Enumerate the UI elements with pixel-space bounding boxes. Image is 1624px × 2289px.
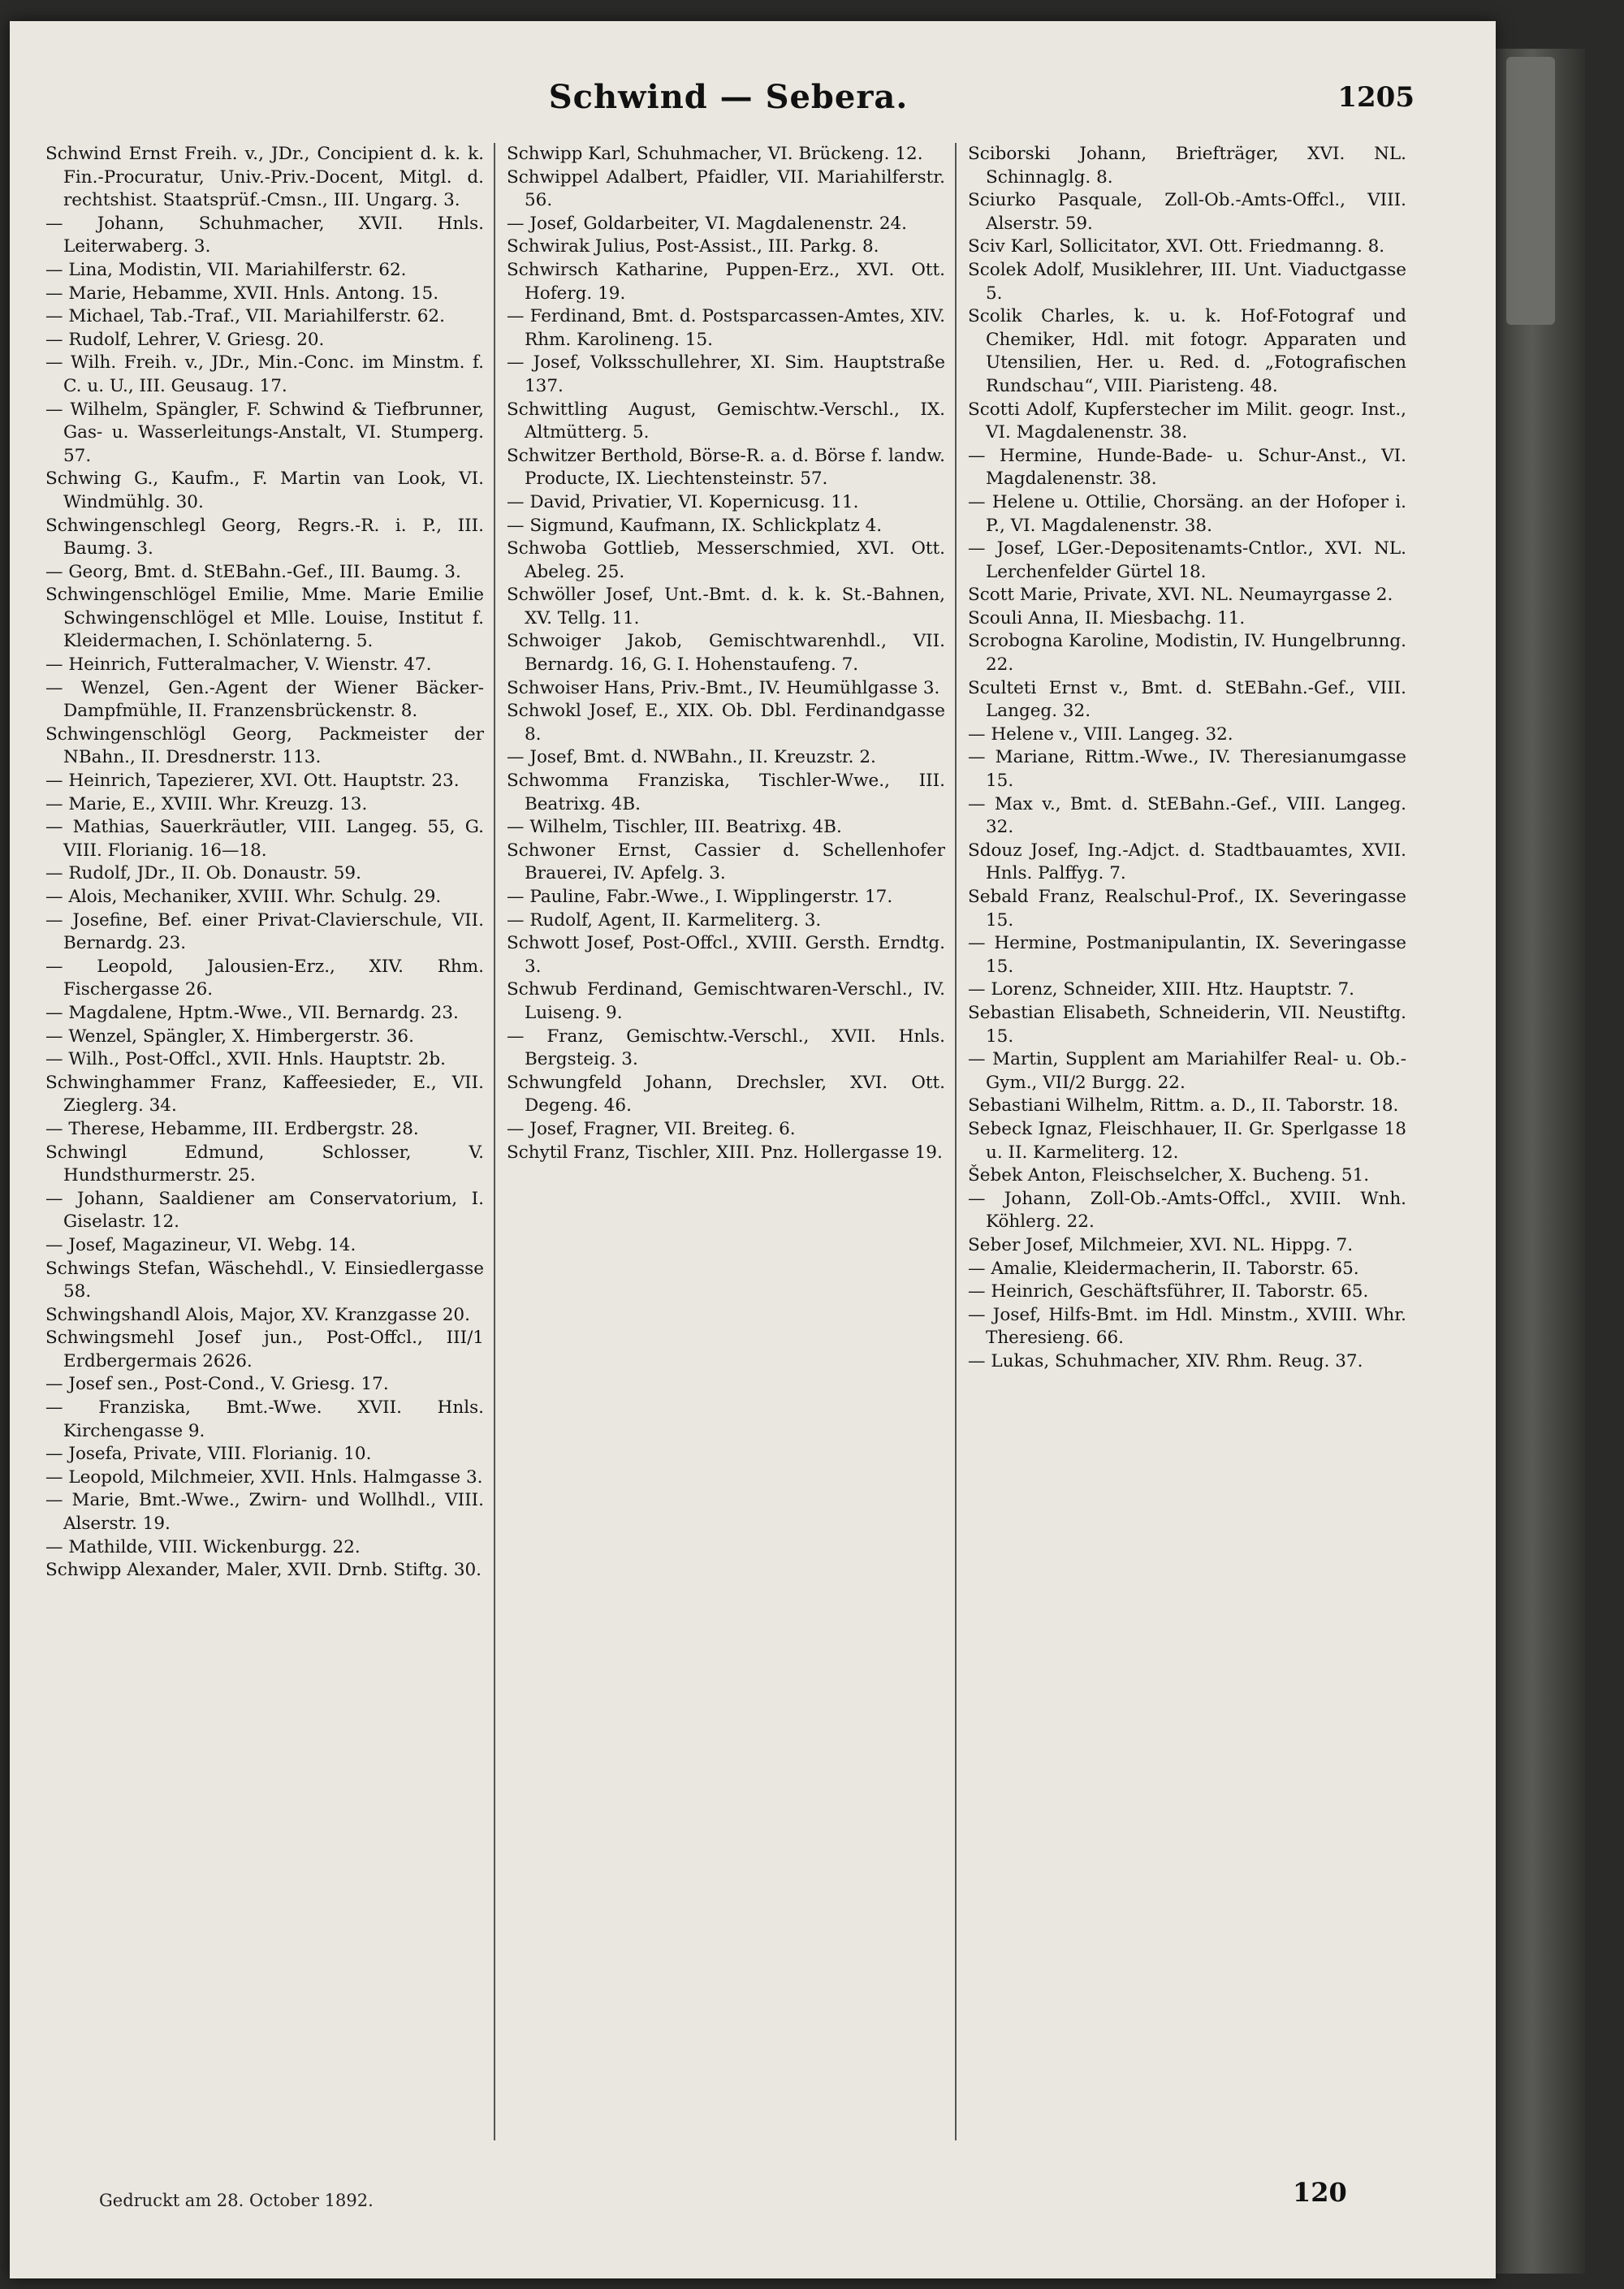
column-divider bbox=[955, 143, 957, 2140]
directory-entry: — Lukas, Schuhmacher, XIV. Rhm. Reug. 37. bbox=[968, 1350, 1363, 1371]
directory-entry: Schwinghammer Franz, Kaffeesieder, E., VII. Zieglerg. 34. bbox=[45, 1072, 484, 1116]
directory-entry: Scott Marie, Private, XVI. NL. Neumayrgasse 2. bbox=[968, 585, 1393, 606]
directory-entry: — Josef, Bmt. d. NWBahn., II. Kreuzstr. 2. bbox=[507, 747, 876, 768]
directory-entry: — Josefa, Private, VIII. Florianig. 10. bbox=[45, 1444, 372, 1465]
directory-entry: — Johann, Zoll-Ob.-Amts-Offcl., XVIII. Wnh. Köhlerg. 22. bbox=[968, 1188, 1406, 1233]
directory-entry: — Wilhelm, Spängler, F. Schwind & Tiefbrunner, Gas- u. Wasserleitungs-Anstalt, VI. Stumperg. 57. bbox=[45, 399, 484, 466]
directory-entry: Schwingenschlögl Georg, Packmeister der NBahn., II. Dresdnerstr. 113. bbox=[45, 723, 484, 768]
directory-entry: Sculteti Ernst v., Bmt. d. StEBahn.-Gef., VIII. Langeg. 32. bbox=[968, 677, 1406, 722]
directory-entry: — Georg, Bmt. d. StEBahn.-Gef., III. Baumg. 3. bbox=[45, 561, 461, 582]
directory-entry: Schwipp Karl, Schuhmacher, VI. Brückeng. 12. bbox=[507, 144, 923, 164]
directory-entry: — Helene v., VIII. Langeg. 32. bbox=[968, 723, 1233, 745]
directory-entry: Sciborski Johann, Briefträger, XVI. NL. Schinnaglg. 8. bbox=[968, 144, 1406, 188]
directory-entry: — Michael, Tab.-Traf., VII. Mariahilferstr. 62. bbox=[45, 306, 445, 327]
directory-entry: Sciv Karl, Sollicitator, XVI. Ott. Friedmanng. 8. bbox=[968, 236, 1385, 257]
directory-entry: Schwippel Adalbert, Pfaidler, VII. Mariahilferstr. 56. bbox=[507, 166, 945, 211]
directory-entry: Schwings Stefan, Wäschehdl., V. Einsiedlergasse 58. bbox=[45, 1258, 484, 1302]
directory-entry: Seber Josef, Milchmeier, XVI. NL. Hippg. 7. bbox=[968, 1234, 1354, 1255]
directory-entry: — Lina, Modistin, VII. Mariahilferstr. 62. bbox=[45, 259, 407, 280]
directory-entry: — Hermine, Postmanipulantin, IX. Severingasse 15. bbox=[968, 933, 1406, 977]
directory-entry: — Josef, LGer.-Depositenamts-Cntlor., XVI. NL. Lerchenfelder Gürtel 18. bbox=[968, 538, 1406, 582]
directory-entry: Schwöller Josef, Unt.-Bmt. d. k. k. St.-Bahnen, XV. Tellg. 11. bbox=[507, 585, 945, 628]
directory-entry: — Therese, Hebamme, III. Erdbergstr. 28. bbox=[45, 1118, 419, 1139]
directory-entry: — Wilhelm, Tischler, III. Beatrixg. 4B. bbox=[507, 817, 842, 838]
directory-entry: — Leopold, Milchmeier, XVII. Hnls. Halmgasse 3. bbox=[45, 1466, 483, 1488]
directory-entry: — Magdalene, Hptm.-Wwe., VII. Bernardg. 23. bbox=[45, 1002, 459, 1023]
directory-entry: — Franz, Gemischtw.-Verschl., XVII. Hnls. Bergsteig. 3. bbox=[507, 1026, 945, 1070]
directory-entry: Schwoiger Jakob, Gemischtwarenhdl., VII. Bernardg. 16, G. I. Hohenstaufeng. 7. bbox=[507, 631, 945, 676]
directory-entry: — Mathias, Sauerkräutler, VIII. Langeg. 55, G. VIII. Florianig. 16—18. bbox=[45, 817, 484, 861]
directory-entry: — Lorenz, Schneider, XIII. Htz. Hauptstr. 7. bbox=[968, 979, 1354, 1000]
directory-entry: — Mariane, Rittm.-Wwe., IV. Theresianumgasse 15. bbox=[968, 747, 1406, 792]
directory-entry: — Josef, Volksschullehrer, XI. Sim. Hauptstraße 137. bbox=[507, 352, 945, 396]
directory-entry: Schwomma Franziska, Tischler-Wwe., III. Beatrixg. 4B. bbox=[507, 771, 945, 814]
directory-entry: Schwingl Edmund, Schlosser, V. Hundsthurmerstr. 25. bbox=[45, 1142, 484, 1186]
directory-entry: — Heinrich, Futteralmacher, V. Wienstr. 47. bbox=[45, 654, 432, 676]
directory-entry: Schwingsmehl Josef jun., Post-Offcl., III/1 Erdbergermais 2626. bbox=[45, 1328, 484, 1371]
book-edge bbox=[1496, 49, 1585, 2274]
page-header bbox=[42, 63, 1415, 128]
directory-entry: Sebald Franz, Realschul-Prof., IX. Severingasse 15. bbox=[968, 887, 1406, 931]
directory-entry: — Rudolf, JDr., II. Ob. Donaustr. 59. bbox=[45, 863, 361, 884]
directory-entry: — Josef sen., Post-Cond., V. Griesg. 17. bbox=[45, 1374, 389, 1395]
directory-entry: — Max v., Bmt. d. StEBahn.-Gef., VIII. Langeg. 32. bbox=[968, 793, 1406, 838]
directory-entry: — Wenzel, Spängler, X. Himbergerstr. 36. bbox=[45, 1026, 414, 1047]
directory-entry: — Leopold, Jalousien-Erz., XIV. Rhm. Fischergasse 26. bbox=[45, 956, 484, 1000]
directory-entry: Schwitzer Berthold, Börse-R. a. d. Börse f. landw. Producte, IX. Liechtensteinstr. 57. bbox=[507, 445, 945, 490]
directory-entry: — Ferdinand, Bmt. d. Postsparcassen-Amtes, XIV. Rhm. Karolineng. 15. bbox=[507, 306, 945, 350]
directory-entry: Schwoba Gottlieb, Messerschmied, XVI. Ott. Abeleg. 25. bbox=[507, 538, 945, 582]
directory-entry: Schwungfeld Johann, Drechsler, XVI. Ott. Degeng. 46. bbox=[507, 1072, 945, 1116]
directory-entry: Scolek Adolf, Musiklehrer, III. Unt. Viaductgasse 5. bbox=[968, 259, 1406, 304]
directory-page bbox=[10, 21, 1496, 2278]
directory-entry: — Heinrich, Tapezierer, XVI. Ott. Hauptstr. 23. bbox=[45, 771, 460, 792]
directory-entry: Schwokl Josef, E., XIX. Ob. Dbl. Ferdinandgasse 8. bbox=[507, 701, 945, 745]
directory-entry: — Wilh., Post-Offcl., XVII. Hnls. Hauptstr. 2b. bbox=[45, 1049, 446, 1070]
directory-entry: — Helene u. Ottilie, Chorsäng. an der Hofoper i. P., VI. Magdalenenstr. 38. bbox=[968, 491, 1406, 536]
directory-entry: — Pauline, Fabr.-Wwe., I. Wipplingerstr. 17. bbox=[507, 887, 893, 907]
directory-entry: — David, Privatier, VI. Kopernicusg. 11. bbox=[507, 491, 859, 512]
directory-entry: Sebeck Ignaz, Fleischhauer, II. Gr. Sperlgasse 18 u. II. Karmeliterg. 12. bbox=[968, 1118, 1406, 1163]
directory-entry: — Wilh. Freih. v., JDr., Min.-Conc. im Minstm. f. C. u. U., III. Geusaug. 17. bbox=[45, 352, 484, 396]
directory-entry: Schwingenschlegl Georg, Regrs.-R. i. P., III. Baumg. 3. bbox=[45, 515, 484, 559]
directory-entry: — Alois, Mechaniker, XVIII. Whr. Schulg. 29. bbox=[45, 887, 442, 907]
directory-entry: — Heinrich, Geschäftsführer, II. Taborstr. 65. bbox=[968, 1281, 1369, 1302]
column-1 bbox=[45, 143, 484, 2140]
page-title: Schwind — Sebera. bbox=[548, 78, 909, 116]
directory-entry: Schwind Ernst Freih. v., JDr., Concipient d. k. k. Fin.-Procuratur, Univ.-Priv.-Docent, Mitgl. d. rechtshist. Staatsprüf.-Cmsn., III. Ungarg. 3. bbox=[45, 144, 484, 211]
directory-entry: — Hermine, Hunde-Bade- u. Schur-Anst., VI. Magdalenenstr. 38. bbox=[968, 445, 1406, 490]
directory-entry: — Johann, Schuhmacher, XVII. Hnls. Leiterwaberg. 3. bbox=[45, 213, 484, 257]
directory-entry: — Josefine, Bef. einer Privat-Clavierschule, VII. Bernardg. 23. bbox=[45, 909, 484, 954]
directory-entry: — Sigmund, Kaufmann, IX. Schlickplatz 4. bbox=[507, 515, 883, 536]
directory-entry: Sdouz Josef, Ing.-Adjct. d. Stadtbauamtes, XVII. Hnls. Palffyg. 7. bbox=[968, 840, 1406, 884]
directory-entry: Sebastiani Wilhelm, Rittm. a. D., II. Taborstr. 18. bbox=[968, 1095, 1399, 1116]
directory-entry: Schwoiser Hans, Priv.-Bmt., IV. Heumühlgasse 3. bbox=[507, 677, 940, 698]
directory-entry: Schwub Ferdinand, Gemischtwaren-Verschl., IV. Luiseng. 9. bbox=[507, 979, 945, 1023]
directory-entry: — Johann, Saaldiener am Conservatorium, I. Giselastr. 12. bbox=[45, 1188, 484, 1233]
directory-entry: Schwirak Julius, Post-Assist., III. Parkg. 8. bbox=[507, 236, 879, 257]
directory-entry: — Marie, Hebamme, XVII. Hnls. Antong. 15. bbox=[45, 283, 439, 304]
directory-entry: — Rudolf, Lehrer, V. Griesg. 20. bbox=[45, 329, 325, 350]
signature-mark: 120 bbox=[1293, 2177, 1347, 2208]
directory-entry: Schwoner Ernst, Cassier d. Schellenhofer Brauerei, IV. Apfelg. 3. bbox=[507, 840, 945, 884]
directory-entry: — Josef, Magazineur, VI. Webg. 14. bbox=[45, 1234, 356, 1255]
page-number: 1205 bbox=[1337, 81, 1415, 114]
directory-entry: Schwirsch Katharine, Puppen-Erz., XVI. Ott. Hoferg. 19. bbox=[507, 259, 945, 304]
page-tab bbox=[1506, 57, 1555, 325]
directory-entry: Šebek Anton, Fleischselcher, X. Bucheng. 51. bbox=[968, 1165, 1370, 1186]
directory-entry: Scotti Adolf, Kupferstecher im Milit. geogr. Inst., VI. Magdalenenstr. 38. bbox=[968, 399, 1406, 443]
directory-entry: — Mathilde, VIII. Wickenburgg. 22. bbox=[45, 1536, 361, 1557]
directory-entry: Scouli Anna, II. Miesbachg. 11. bbox=[968, 607, 1246, 628]
directory-entry: Schwing G., Kaufm., F. Martin van Look, VI. Windmühlg. 30. bbox=[45, 469, 484, 512]
directory-entry: Schwingshandl Alois, Major, XV. Kranzgasse 20. bbox=[45, 1304, 470, 1325]
directory-entry: Schwingenschlögel Emilie, Mme. Marie Emilie Schwingenschlögel et Mlle. Louise, Institut f. Kleidermachen, I. Schönlaterng. 5. bbox=[45, 585, 484, 652]
directory-entry: Sebastian Elisabeth, Schneiderin, VII. Neustiftg. 15. bbox=[968, 1002, 1406, 1047]
directory-entry: — Josef, Goldarbeiter, VI. Magdalenenstr. 24. bbox=[507, 213, 908, 234]
directory-entry: — Josef, Fragner, VII. Breiteg. 6. bbox=[507, 1118, 796, 1139]
directory-entry: — Martin, Supplent am Mariahilfer Real- u. Ob.-Gym., VII/2 Burgg. 22. bbox=[968, 1049, 1406, 1093]
directory-entry: — Marie, Bmt.-Wwe., Zwirn- und Wollhdl., VIII. Alserstr. 19. bbox=[45, 1490, 484, 1535]
column-3 bbox=[968, 143, 1406, 2140]
column-2 bbox=[507, 143, 945, 2140]
directory-entry: Scolik Charles, k. u. k. Hof-Fotograf und Chemiker, Hdl. mit fotogr. Apparaten und Utensilien, Her. u. Red. d. „Fotografischen Rundschau“, VIII. Piaristeng. 48. bbox=[968, 306, 1406, 396]
directory-entry: — Amalie, Kleidermacherin, II. Taborstr. 65. bbox=[968, 1258, 1359, 1279]
directory-entry: Schwittling August, Gemischtw.-Verschl., IX. Altmütterg. 5. bbox=[507, 399, 945, 443]
directory-entry: — Marie, E., XVIII. Whr. Kreuzg. 13. bbox=[45, 793, 368, 814]
directory-entry: Schytil Franz, Tischler, XIII. Pnz. Hollergasse 19. bbox=[507, 1142, 943, 1163]
directory-entry: Scrobogna Karoline, Modistin, IV. Hungelbrunng. 22. bbox=[968, 631, 1406, 676]
directory-entry: — Franziska, Bmt.-Wwe. XVII. Hnls. Kirchengasse 9. bbox=[45, 1397, 484, 1441]
directory-entry: Schwott Josef, Post-Offcl., XVIII. Gersth. Erndtg. 3. bbox=[507, 933, 945, 977]
directory-entry: — Wenzel, Gen.-Agent der Wiener Bäcker-Dampfmühle, II. Franzensbrückenstr. 8. bbox=[45, 677, 484, 722]
directory-entry: — Josef, Hilfs-Bmt. im Hdl. Minstm., XVIII. Whr. Theresieng. 66. bbox=[968, 1304, 1406, 1349]
directory-entry: Sciurko Pasquale, Zoll-Ob.-Amts-Offcl., VIII. Alserstr. 59. bbox=[968, 190, 1406, 234]
directory-entry: — Rudolf, Agent, II. Karmeliterg. 3. bbox=[507, 909, 822, 931]
directory-entry: Schwipp Alexander, Maler, XVII. Drnb. Stiftg. 30. bbox=[45, 1560, 482, 1581]
column-divider bbox=[494, 143, 495, 2140]
print-date: Gedruckt am 28. October 1892. bbox=[99, 2191, 374, 2210]
